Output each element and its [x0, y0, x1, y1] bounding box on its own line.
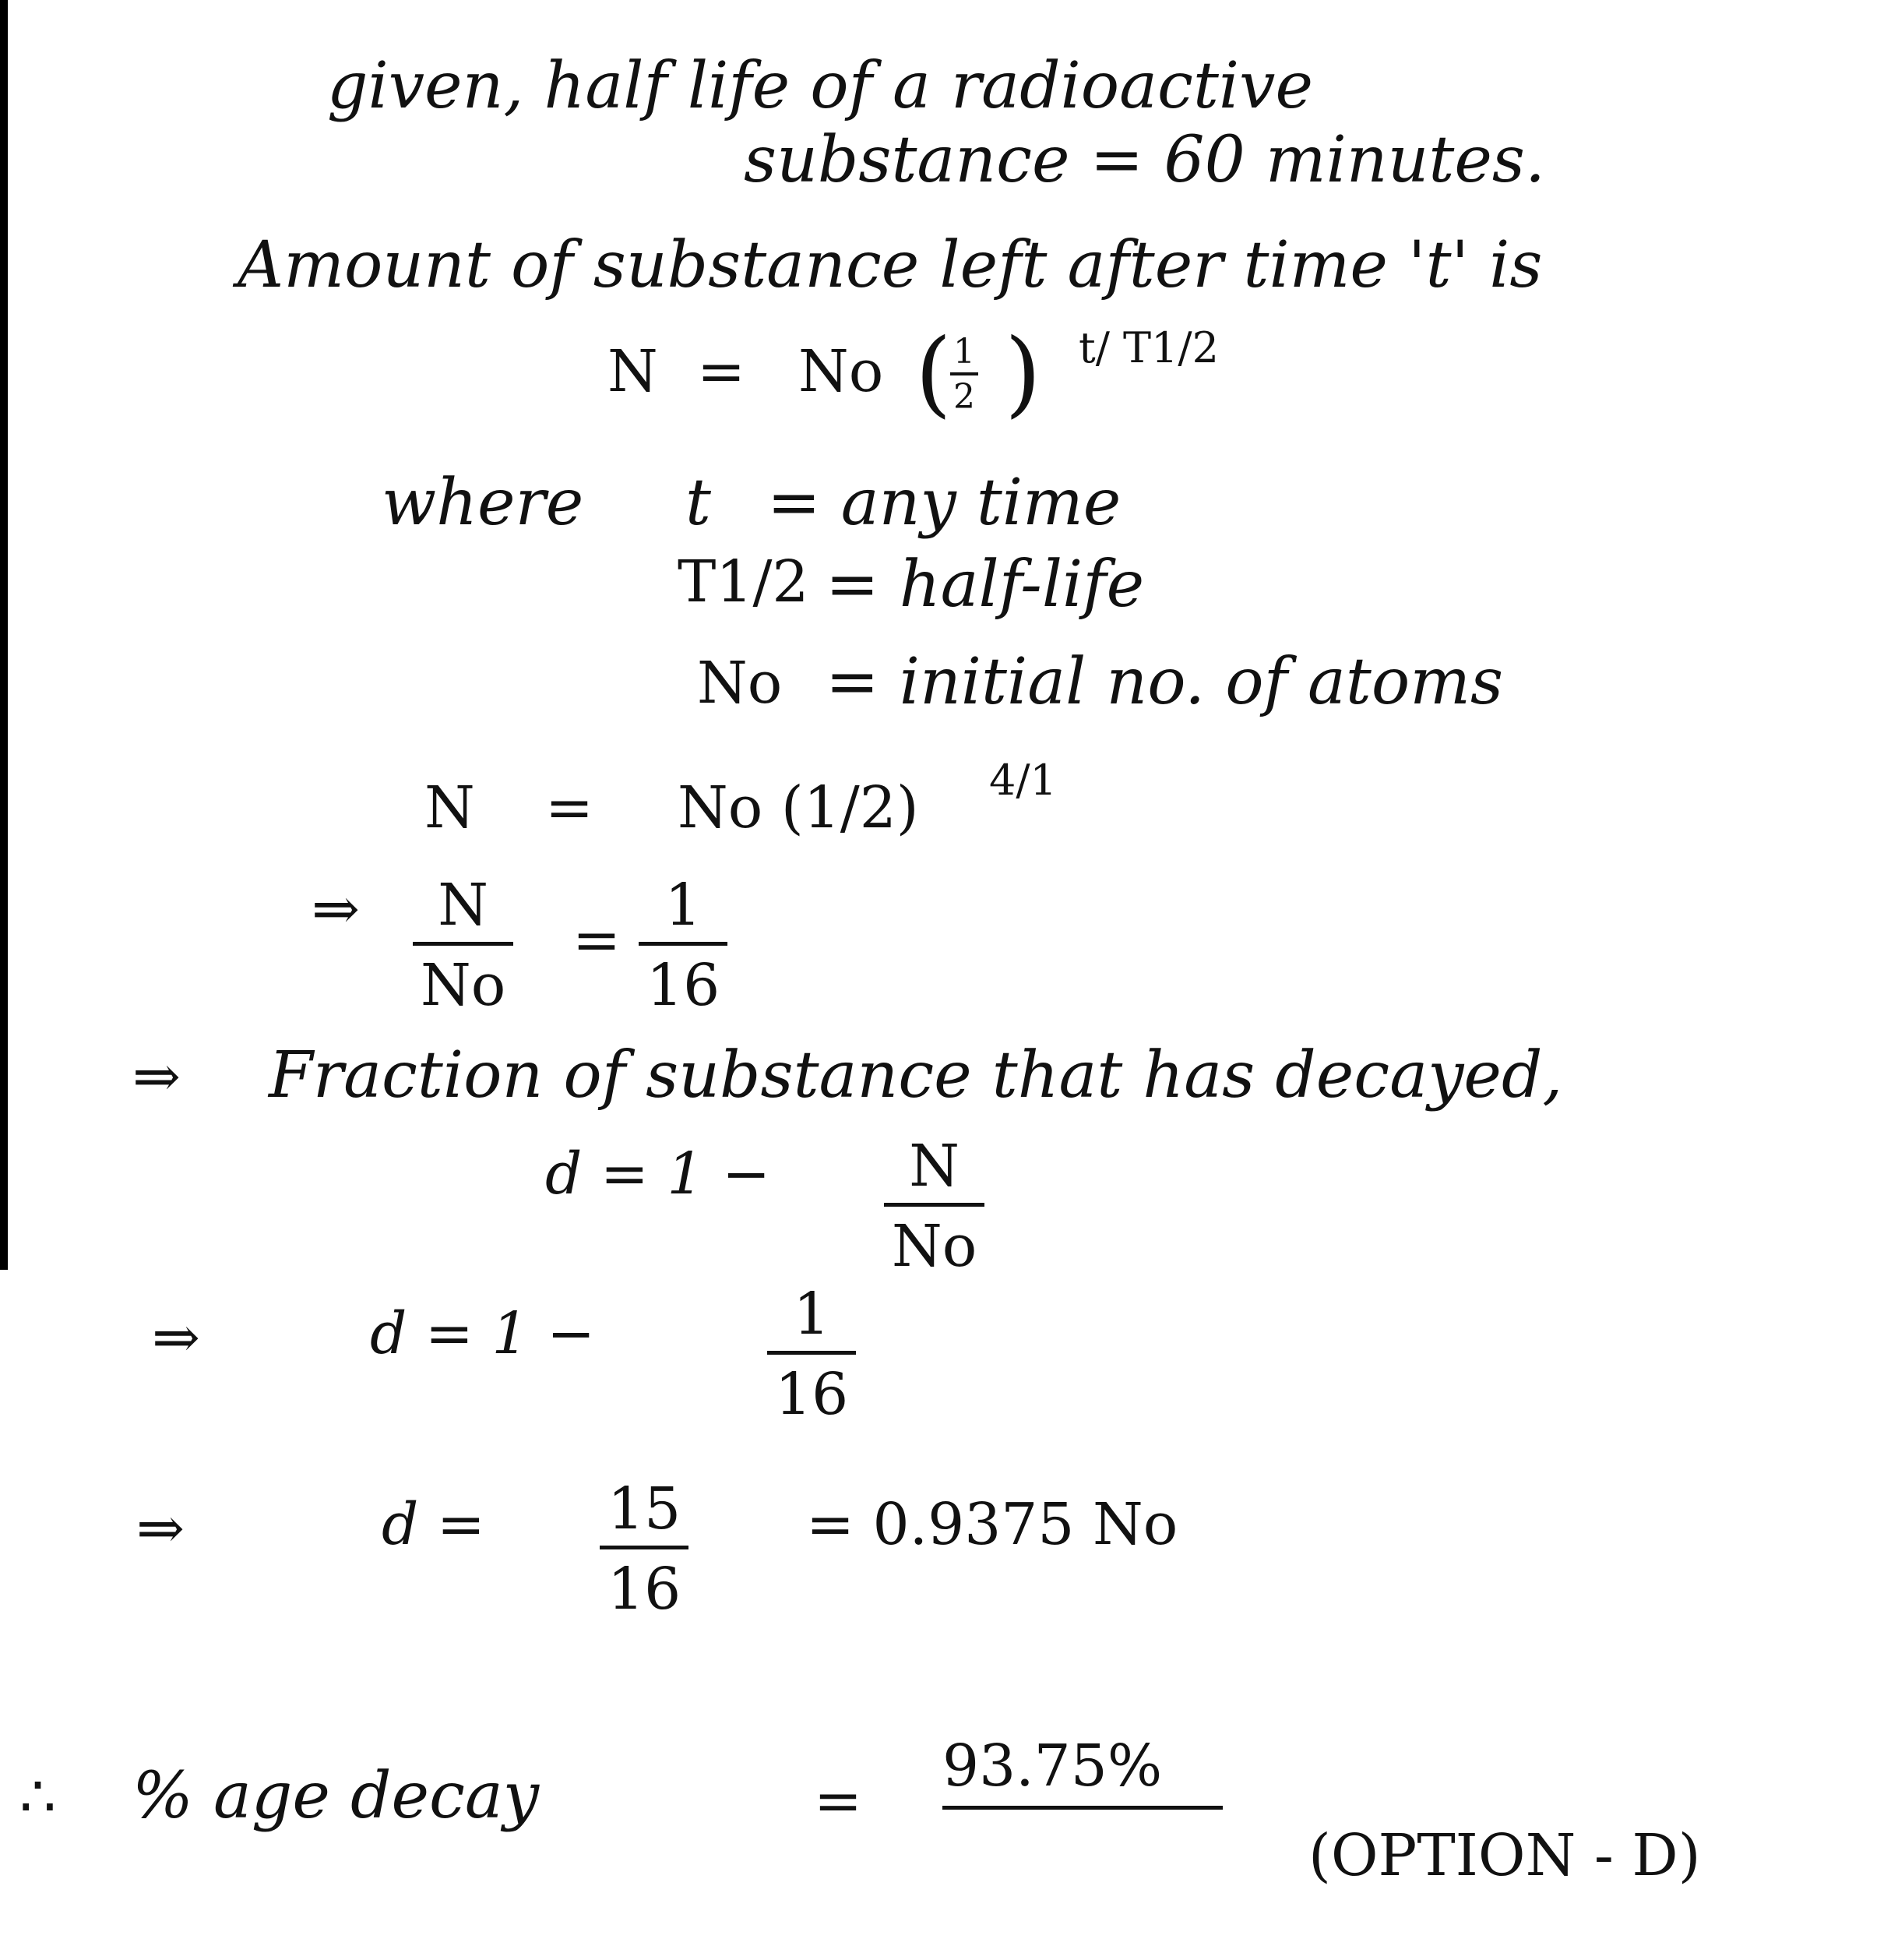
calc6-lhs: d = [382, 1491, 485, 1558]
calc2-numerator: N [438, 872, 489, 939]
where-half-life-description: = half-life [826, 548, 1145, 622]
calc6-numerator: 15 [607, 1475, 681, 1542]
where-n0-description: = initial no. of atoms [826, 645, 1504, 719]
formula-exponent: t/ T1/2 [1079, 323, 1219, 372]
calc4-denominator: No [884, 1203, 984, 1275]
calc6-fraction [600, 1475, 688, 1623]
where-t-description: = any time [767, 466, 1122, 540]
calc5-fraction [767, 1281, 856, 1428]
calc3-implies-arrow: ⇒ [132, 1043, 181, 1110]
given-line: given, half life of a radioactive [327, 49, 1313, 123]
result-underline [942, 1806, 1223, 1810]
calc2-result-denominator: 16 [639, 942, 727, 1014]
calc5-numerator: 1 [793, 1281, 830, 1348]
calc2-result-fraction [639, 872, 727, 1019]
calc3-fraction-decayed-text: Fraction of substance that has decayed, [269, 1038, 1563, 1112]
calc2-ratio-fraction [413, 872, 513, 1019]
result-equals: = [814, 1768, 863, 1835]
formula-close-paren: ) [1005, 319, 1041, 428]
page-edge-bar [0, 0, 8, 1270]
calc2-implies-arrow: ⇒ [312, 876, 361, 943]
calc5-lhs: d = 1 − [370, 1300, 596, 1367]
calc5-denominator: 16 [767, 1351, 856, 1423]
substance-line: substance = 60 minutes. [744, 123, 1546, 197]
calc4-numerator: N [909, 1133, 960, 1200]
calc6-denominator: 16 [600, 1546, 688, 1618]
where-t-symbol: t [685, 466, 711, 540]
where-n0-symbol: No [697, 650, 783, 717]
formula-half-fraction [950, 332, 978, 417]
formula-equals: = [697, 338, 746, 405]
calc1-equals: = [545, 774, 594, 841]
calc6-implies-arrow: ⇒ [136, 1495, 185, 1562]
amount-line: Amount of substance left after time 't' is [238, 228, 1543, 302]
answer-option: (OPTION - D) [1308, 1822, 1701, 1889]
calc5-implies-arrow: ⇒ [152, 1304, 201, 1371]
calc4-fraction [884, 1133, 984, 1280]
formula-n0: No [798, 338, 884, 405]
calc2-denominator: No [413, 942, 513, 1014]
calc1-rhs: No (1/2) [678, 774, 919, 841]
calc1-lhs: N [424, 774, 475, 841]
half-denominator: 2 [950, 372, 978, 414]
calc6-decimal-result: = 0.9375 No [806, 1491, 1178, 1558]
percentage-decay-value: 93.75% [942, 1733, 1163, 1800]
percentage-decay-label: % age decay [132, 1759, 540, 1833]
calc4-lhs: d = 1 − [545, 1140, 771, 1207]
where-half-life-symbol: T1/2 [678, 548, 809, 615]
where-label: where [382, 466, 584, 540]
half-numerator: 1 [953, 332, 975, 372]
calc2-result-numerator: 1 [664, 872, 702, 939]
therefore-symbol: ∴ [19, 1764, 57, 1831]
formula-open-paren: ( [915, 319, 952, 428]
calc2-equals: = [572, 907, 622, 974]
calc1-exponent: 4/1 [989, 756, 1057, 805]
formula-lhs: N [607, 338, 658, 405]
